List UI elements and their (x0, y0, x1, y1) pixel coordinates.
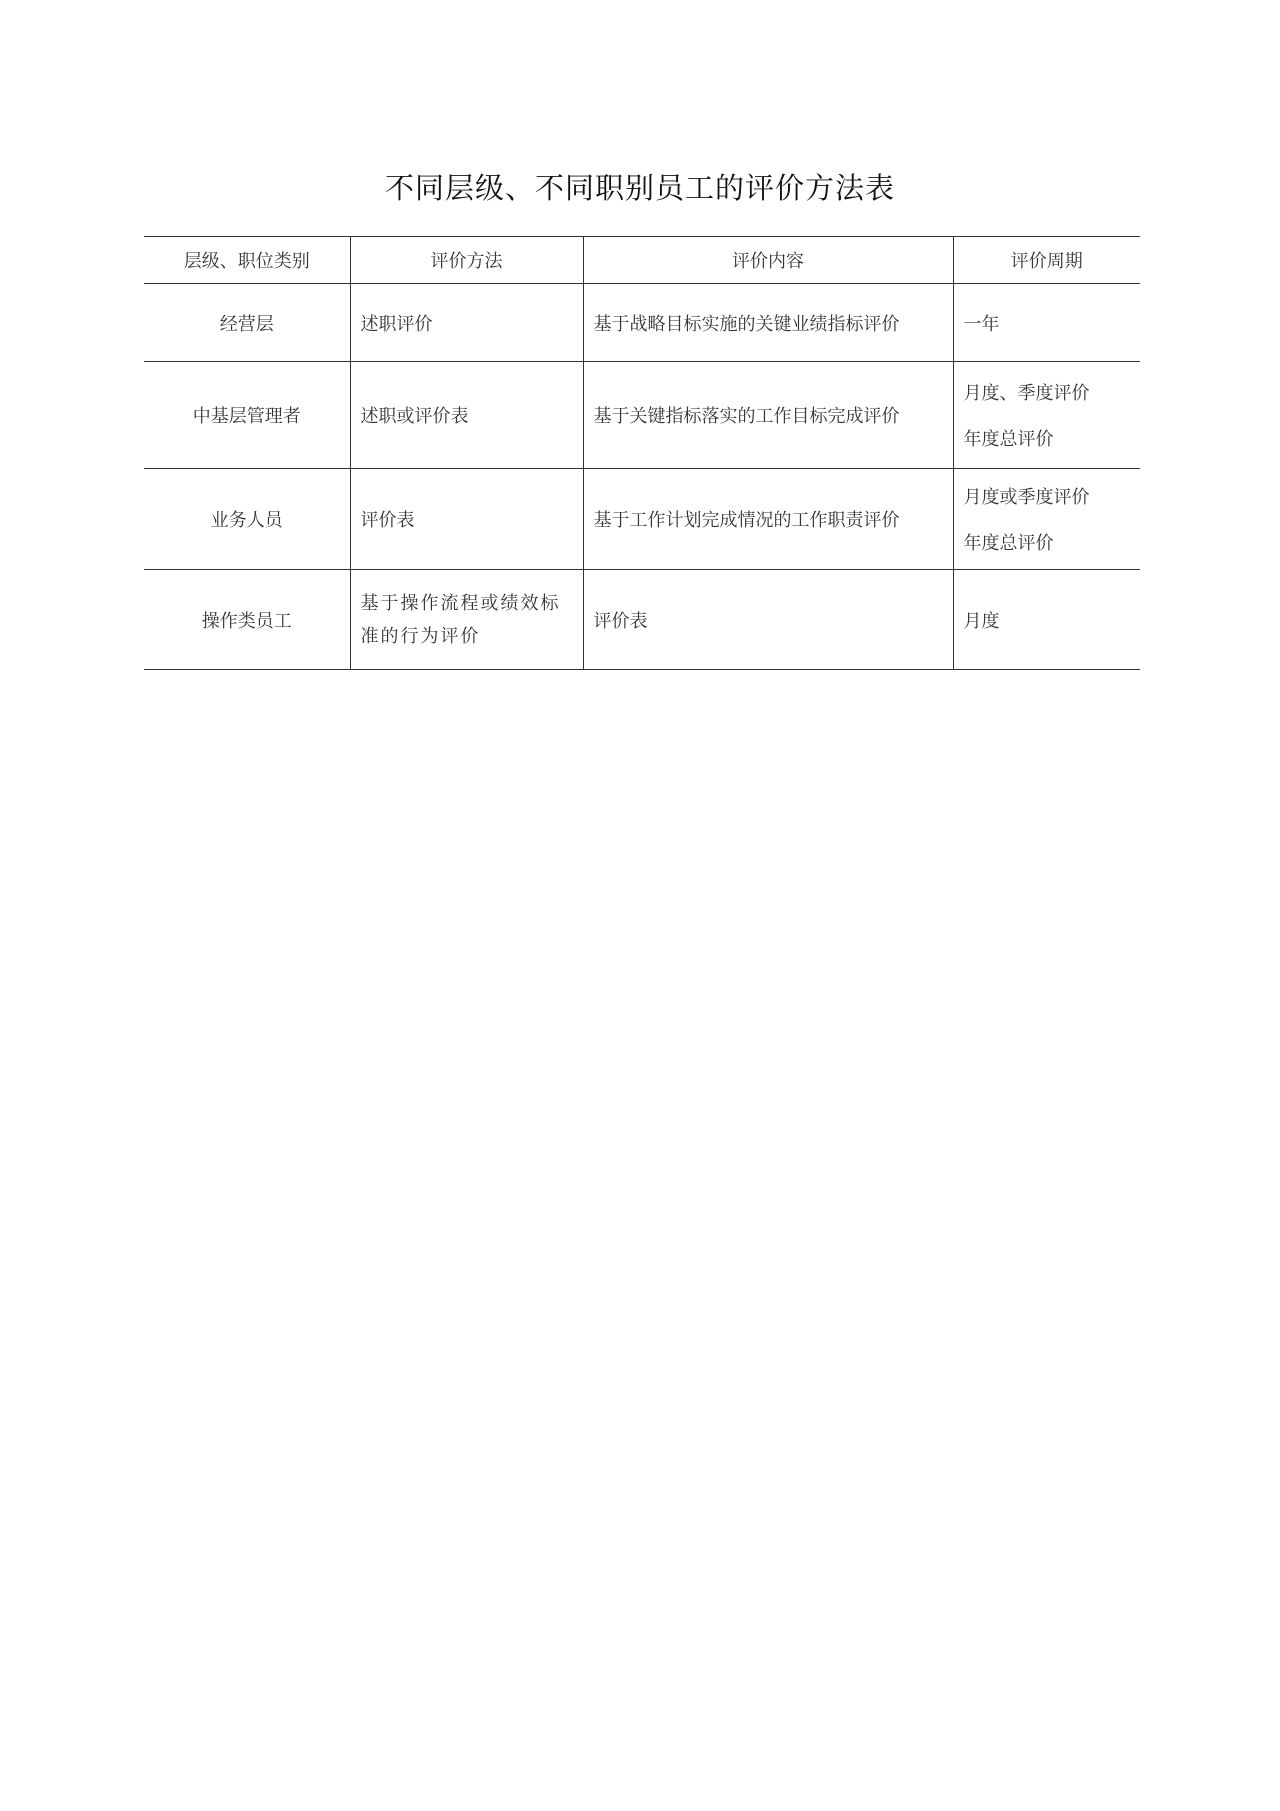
method-cell: 评价表 (350, 469, 583, 570)
level-cell: 操作类员工 (144, 570, 350, 670)
cycle-line: 年度总评价 (963, 533, 1054, 554)
cycle-line: 年度总评价 (963, 429, 1054, 450)
header-content: 评价内容 (583, 237, 953, 284)
method-line: 基于操作流程或绩效标 (360, 592, 561, 614)
content-cell: 基于关键指标落实的工作目标完成评价 (583, 362, 953, 469)
content-cell: 基于战略目标实施的关键业绩指标评价 (583, 284, 953, 362)
header-method: 评价方法 (350, 237, 583, 284)
cycle-cell (953, 362, 1140, 469)
table-row (144, 362, 1140, 469)
table-header-row (144, 237, 1140, 284)
level-cell: 中基层管理者 (144, 362, 350, 469)
table-row (144, 570, 1140, 670)
content-cell: 评价表 (583, 570, 953, 670)
cycle-line: 月度、季度评价 (963, 383, 1090, 404)
header-cycle: 评价周期 (953, 237, 1140, 284)
content-cell: 基于工作计划完成情况的工作职责评价 (583, 469, 953, 570)
header-level: 层级、职位类别 (144, 237, 350, 284)
level-cell: 经营层 (144, 284, 350, 362)
table-row (144, 284, 1140, 362)
method-cell: 述职或评价表 (350, 362, 583, 469)
cycle-cell (953, 284, 1140, 362)
level-cell: 业务人员 (144, 469, 350, 570)
method-line: 准的行为评价 (360, 625, 481, 647)
method-cell: 述职评价 (350, 284, 583, 362)
cycle-cell (953, 469, 1140, 570)
cycle-line: 月度或季度评价 (963, 487, 1090, 508)
cycle-cell (953, 570, 1140, 670)
method-cell (350, 570, 583, 670)
cycle-line: 月度 (963, 610, 1000, 632)
cycle-line: 一年 (963, 313, 1000, 335)
table-row (144, 469, 1140, 570)
evaluation-methods-table (144, 236, 1140, 670)
page-title: 不同层级、不同职别员工的评价方法表 (384, 171, 895, 205)
